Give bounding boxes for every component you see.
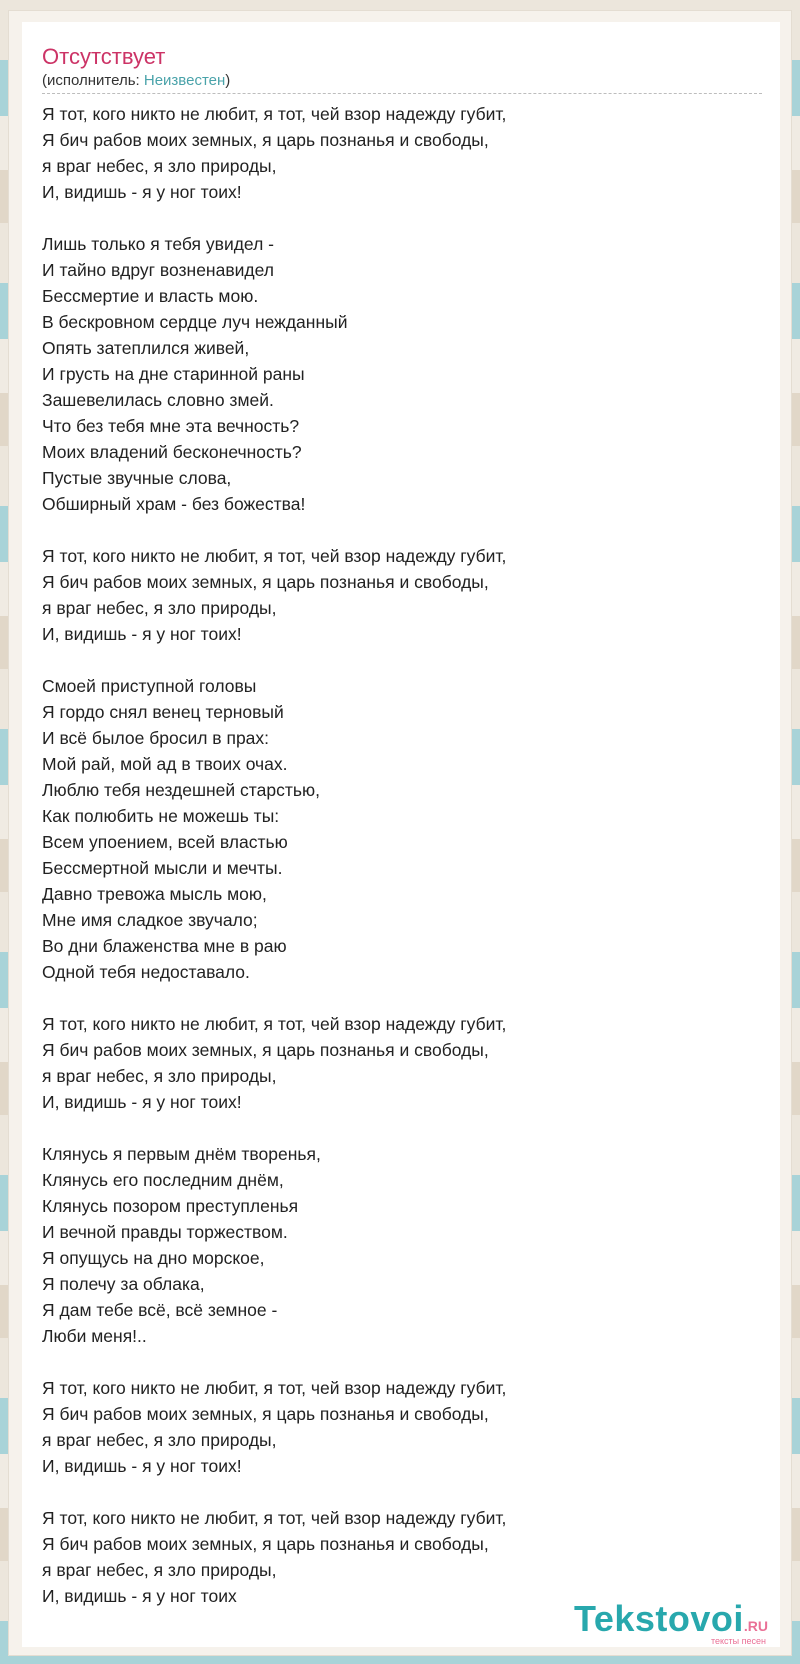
site-logo[interactable] [574, 1598, 768, 1646]
title-divider [42, 93, 762, 94]
performer-prefix: (исполнитель: [42, 72, 144, 89]
artist-link[interactable]: Неизвестен [143, 72, 226, 89]
logo-tld: .RU [743, 1618, 768, 1634]
logo-tagline: тексты песен [710, 1636, 766, 1646]
song-title: Отсутствует [42, 44, 166, 69]
lyrics-text: Я тот, кого никто не любит, я тот, чей взор надежду губит, Я бич рабов моих земных, я царь познанья и свободы, я враг небес, я зло природы, И, видишь - я у ног тоих! Лишь только я тебя увидел - И тайно вдруг возненавидел Бессмертие и власть мою. В бескровном сердце луч нежданный Опять затеплился живей, И грусть на дне старинной раны Зашевелилась словно змей. Что без тебя мне эта вечность? Моих владений бесконечность? Пустые звучные слова, Обширный храм - без божества! Я тот, кого никто не любит, я тот, чей взор надежду губит, Я бич рабов моих земных, я царь познанья и свободы, я враг небес, я зло природы, И, видишь - я у ног тоих! Смоей приступной головы Я гордо снял венец терновый И всё былое бросил в прах: Мой рай, мой ад в твоих очах. Люблю тебя нездешней старстью, Как полюбить не можешь ты: Всем упоением, всей властью Бессмертной мысли и мечты. Давно тревожа мысль мою, Мне имя сладкое звучало; Во дни блаженства мне в раю Одной тебя недоставало. Я тот, кого никто не любит, я тот, чей взор надежду губит, Я бич рабов моих земных, я царь познанья и свободы, я враг небес, я зло природы, И, видишь - я у ног тоих! Клянусь я первым днём творенья, Клянусь его последним днём, Клянусь позором преступленья И вечной правды торжеством. Я опущусь на дно морское, Я полечу за облака, Я дам тебе всё, всё земное - Люби меня!.. Я тот, кого никто не любит, я тот, чей взор надежду губит, Я бич рабов моих земных, я царь познанья и свободы, я враг небес, я зло природы, И, видишь - я у ног тоих! Я тот, кого никто не любит, я тот, чей взор надежду губит, Я бич рабов моих земных, я царь познанья и свободы, я враг небес, я зло природы, И, видишь - я у ног тоих [42, 104, 507, 1606]
performer-suffix: ) [225, 72, 231, 89]
performer-line [42, 72, 230, 89]
logo-name: Tekstovoi [574, 1598, 744, 1639]
lyrics-panel [22, 22, 780, 1647]
